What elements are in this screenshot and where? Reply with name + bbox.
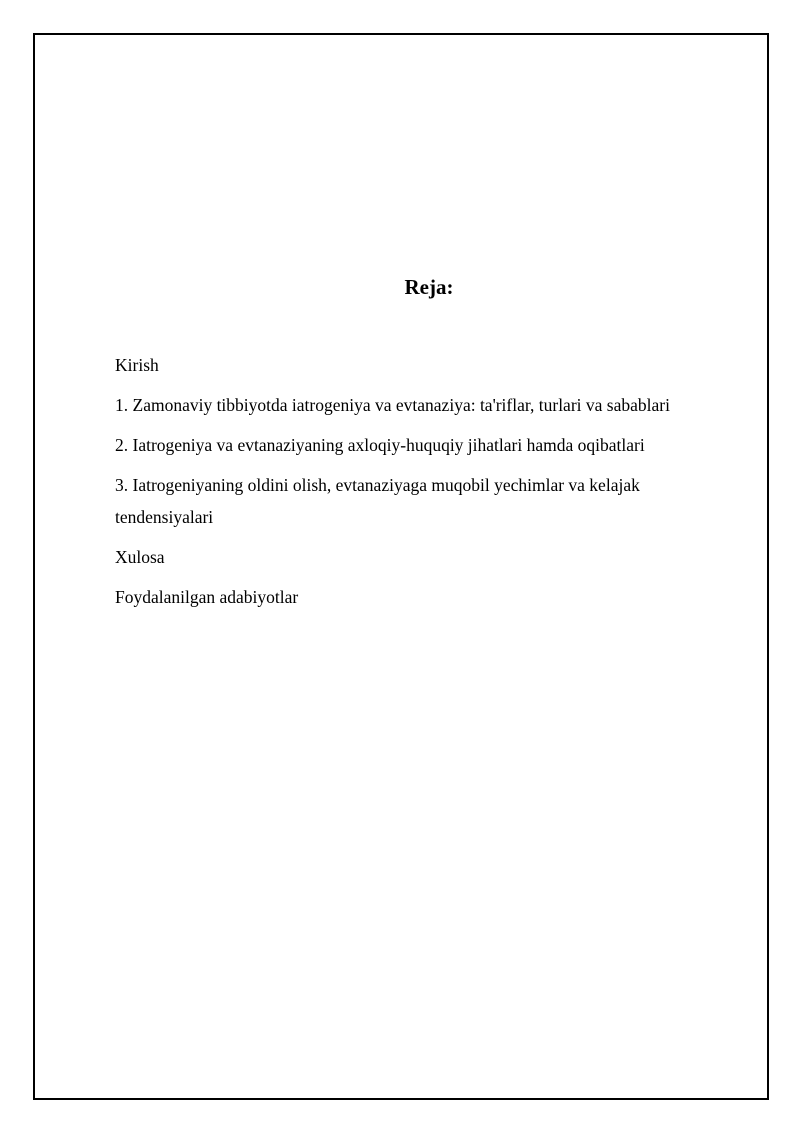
toc-item-chapter-1: 1. Zamonaviy tibbiyotda iatrogeniya va evtanaziya: ta'riflar, turlari va sabablari	[115, 395, 670, 415]
toc-item-chapter-2: 2. Iatrogeniya va evtanaziyaning axloqiy-huquqiy jihatlari hamda oqibatlari	[115, 435, 645, 455]
toc-item-chapter-3: 3. Iatrogeniyaning oldini olish, evtanaziyaga muqobil yechimlar va kelajak tendensiyalari	[115, 475, 640, 527]
toc-item-references: Foydalanilgan adabiyotlar	[115, 587, 299, 607]
page-title: Reja:	[404, 275, 454, 299]
toc-item-conclusion: Xulosa	[115, 547, 165, 567]
toc-item-introduction: Kirish	[115, 355, 159, 375]
table-of-contents	[115, 349, 715, 621]
